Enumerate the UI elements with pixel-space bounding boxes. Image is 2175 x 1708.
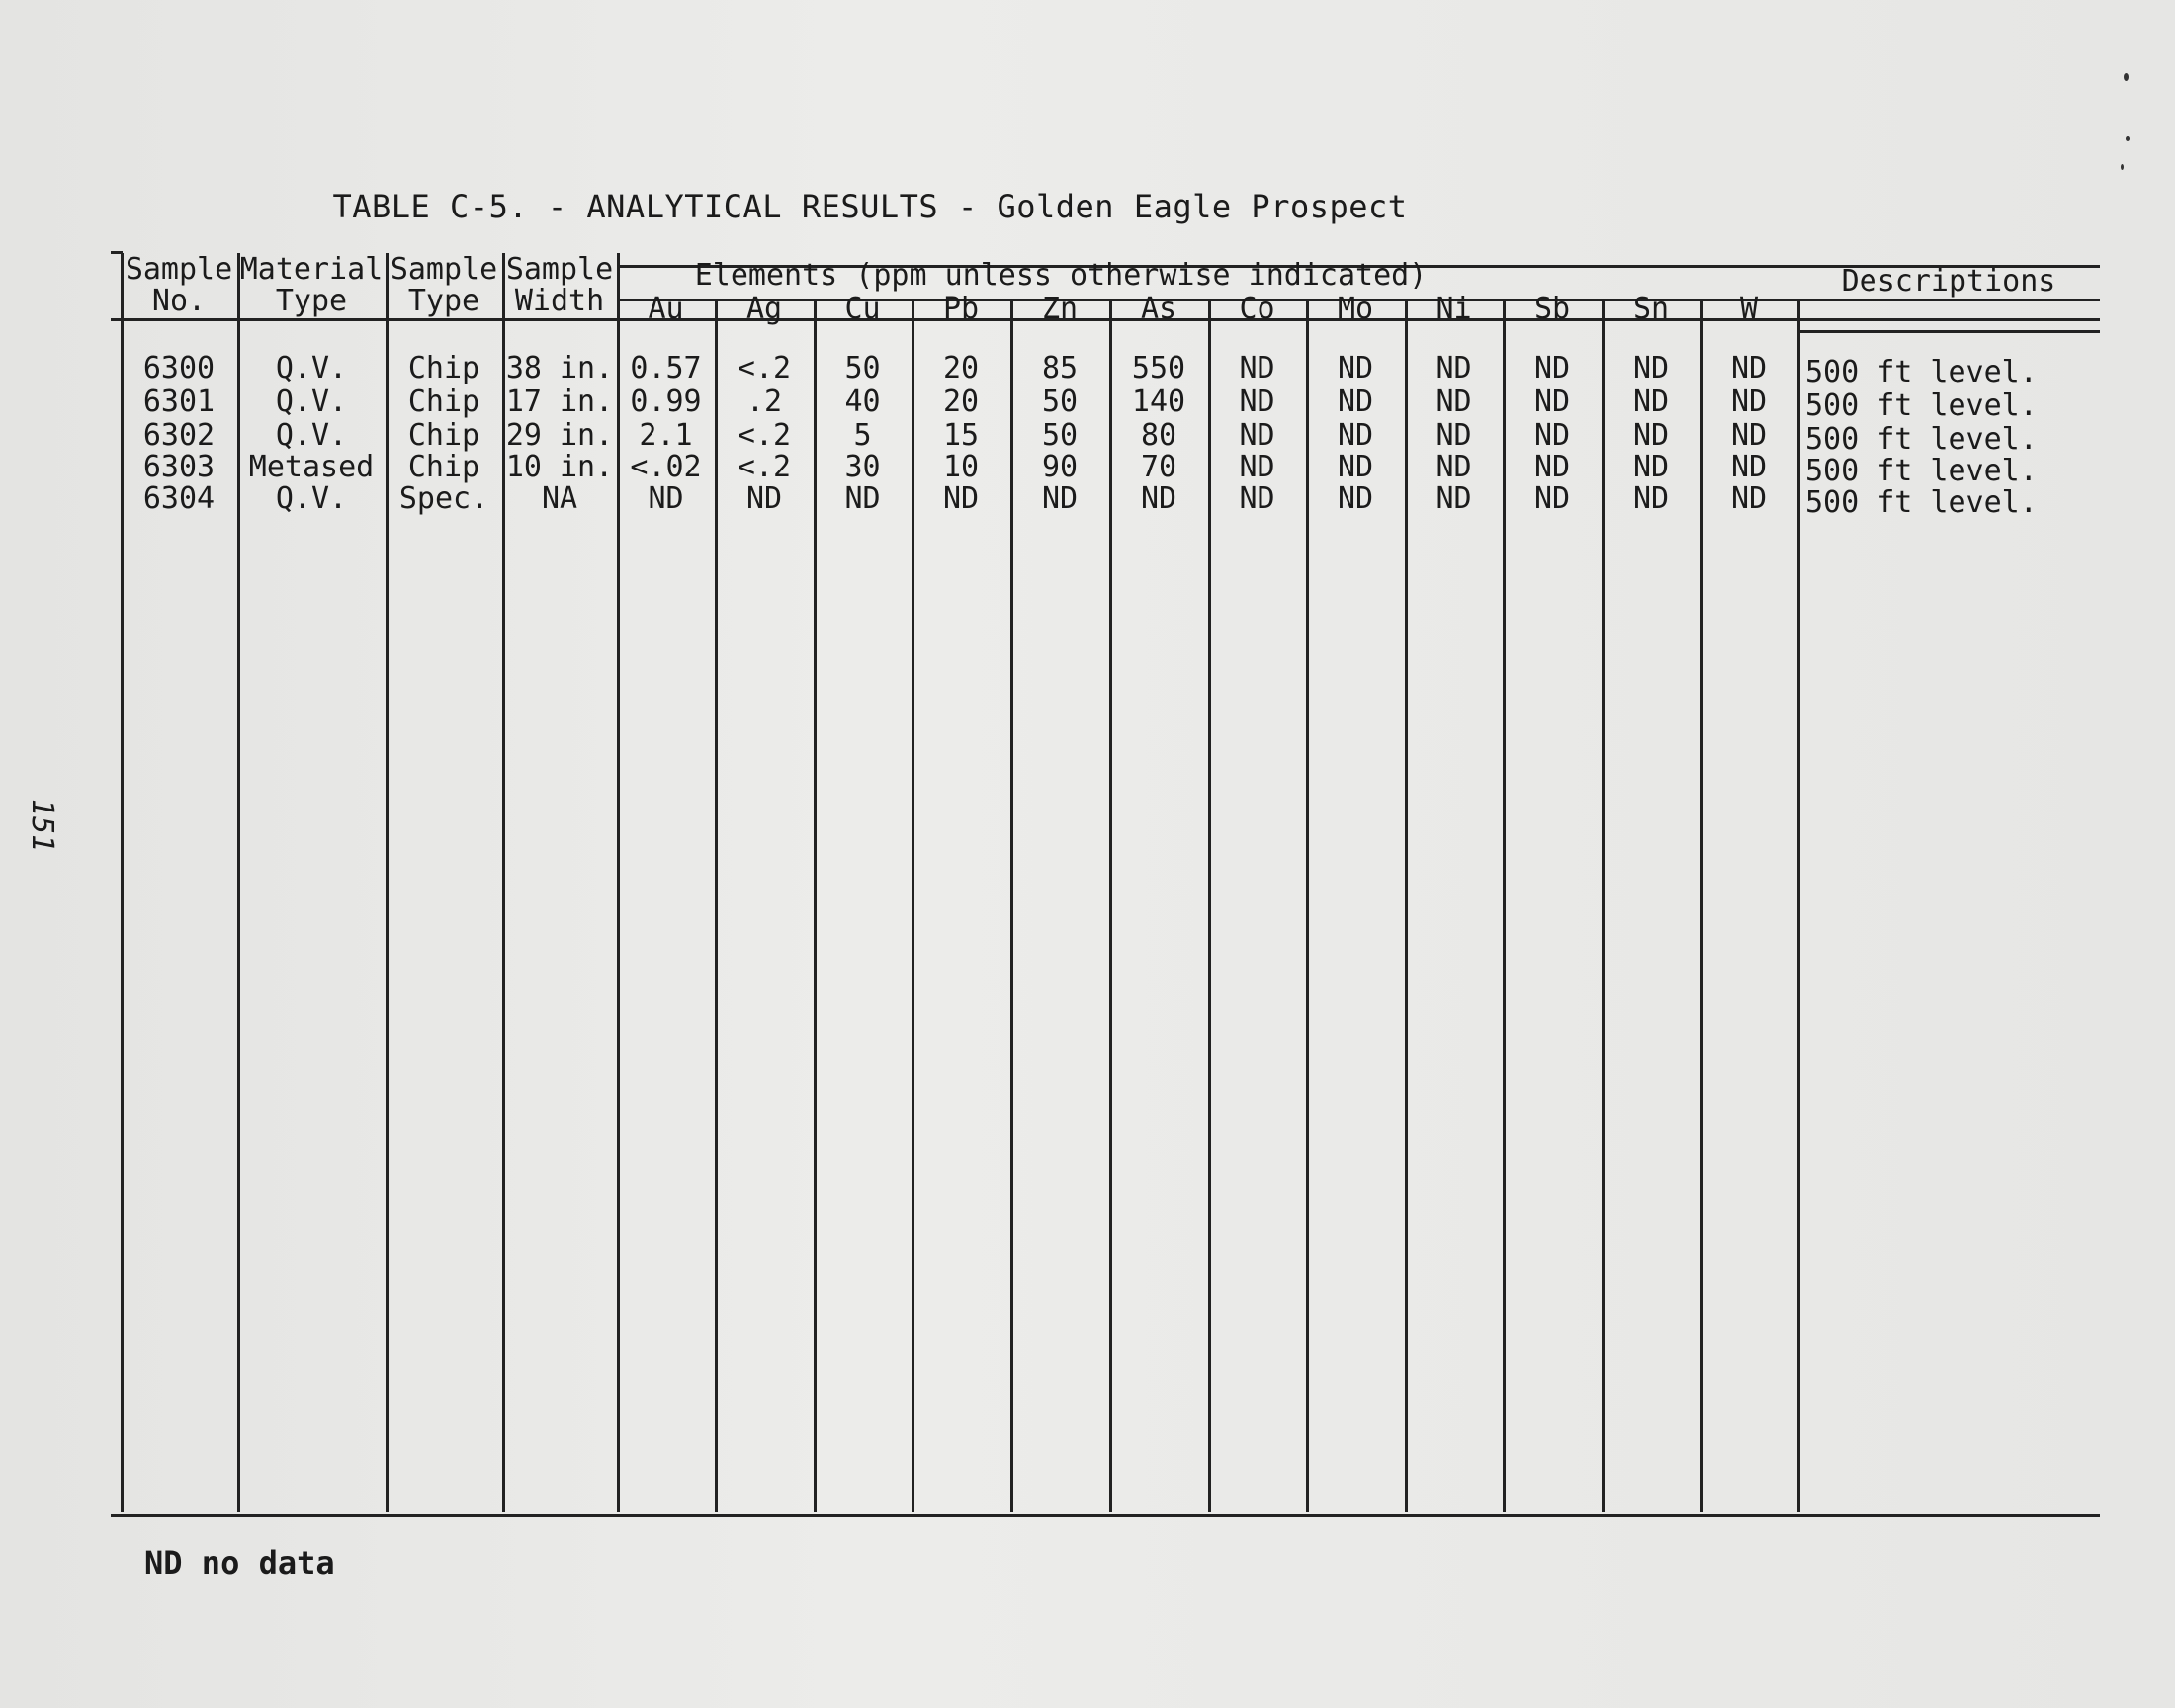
row-sample-width: 38 in.: [505, 351, 614, 385]
row-value-mo: ND: [1337, 481, 1374, 516]
elements-group-header: Elements (ppm unless otherwise indicated): [694, 258, 1428, 293]
row-value-as: 140: [1131, 384, 1186, 419]
element-header-co: Co: [1239, 292, 1275, 326]
row-value-pb: 10: [942, 450, 980, 484]
element-header-as: As: [1140, 292, 1177, 326]
element-header-mo: Mo: [1337, 292, 1374, 326]
scan-speck: [2124, 73, 2129, 81]
element-header-pb: Pb: [942, 292, 980, 326]
row-material-type: Q.V.: [275, 418, 348, 453]
row-value-ag: <.2: [737, 351, 792, 385]
table-bottom-rule: [111, 1514, 2100, 1517]
row-value-as: 70: [1140, 450, 1177, 484]
row-value-co: ND: [1239, 351, 1275, 385]
element-header-ni: Ni: [1436, 292, 1472, 326]
row-value-ag: ND: [745, 481, 783, 516]
column-header-material-type-line2: Type: [275, 284, 348, 318]
row-value-ni: ND: [1436, 384, 1472, 419]
row-description: 500 ft level.: [1805, 388, 2038, 423]
row-value-mo: ND: [1337, 351, 1374, 385]
column-header-sample-width: Sample: [505, 252, 614, 287]
row-value-ni: ND: [1436, 351, 1472, 385]
row-sample-width: NA: [541, 481, 578, 516]
row-value-cu: 40: [844, 384, 881, 419]
row-value-sn: ND: [1632, 481, 1670, 516]
row-value-au: 0.99: [630, 384, 702, 419]
row-value-sn: ND: [1632, 351, 1670, 385]
row-value-sn: ND: [1632, 418, 1670, 453]
row-value-zn: ND: [1041, 481, 1079, 516]
row-value-sb: ND: [1533, 450, 1571, 484]
row-value-ni: ND: [1436, 450, 1472, 484]
column-header-sample-type: Sample: [390, 252, 498, 287]
column-header-sample-type-line2: Type: [407, 284, 480, 318]
row-value-sn: ND: [1632, 384, 1670, 419]
row-value-as: 80: [1140, 418, 1177, 453]
row-value-w: ND: [1730, 351, 1768, 385]
row-value-mo: ND: [1337, 384, 1374, 419]
row-value-zn: 50: [1041, 418, 1079, 453]
row-description: 500 ft level.: [1805, 355, 2038, 389]
row-value-pb: 15: [942, 418, 980, 453]
row-description: 500 ft level.: [1805, 485, 2038, 520]
row-sample-no: 6300: [142, 351, 216, 385]
scan-speck: [2126, 136, 2130, 141]
row-value-zn: 85: [1041, 351, 1079, 385]
row-sample-width: 17 in.: [505, 384, 614, 419]
row-sample-no: 6304: [142, 481, 216, 516]
row-value-zn: 50: [1041, 384, 1079, 419]
row-value-au: ND: [648, 481, 684, 516]
row-value-ni: ND: [1436, 481, 1472, 516]
column-divider: [1797, 299, 1800, 1512]
element-header-ag: Ag: [745, 292, 783, 326]
row-value-cu: 5: [853, 418, 872, 453]
element-header-sb: Sb: [1533, 292, 1571, 326]
element-header-cu: Cu: [844, 292, 881, 326]
row-sample-type: Spec.: [398, 481, 489, 516]
row-value-sb: ND: [1533, 351, 1571, 385]
element-header-au: Au: [648, 292, 684, 326]
row-value-pb: 20: [942, 351, 980, 385]
row-value-w: ND: [1730, 450, 1768, 484]
row-value-w: ND: [1730, 418, 1768, 453]
row-description: 500 ft level.: [1805, 454, 2038, 488]
row-description: 500 ft level.: [1805, 422, 2038, 457]
row-sample-type: Chip: [407, 418, 480, 453]
footnote: ND no data: [144, 1544, 335, 1581]
row-value-au: <.02: [630, 450, 702, 484]
row-sample-type: Chip: [407, 351, 480, 385]
row-value-sb: ND: [1533, 418, 1571, 453]
table-title: TABLE C-5. - ANALYTICAL RESULTS - Golden Eagle Prospect: [332, 188, 1408, 225]
row-value-co: ND: [1239, 450, 1275, 484]
row-value-w: ND: [1730, 481, 1768, 516]
row-value-cu: 50: [844, 351, 881, 385]
margin-page-number: 151: [25, 799, 59, 853]
row-material-type: Metased: [248, 450, 375, 484]
row-value-au: 0.57: [630, 351, 702, 385]
row-value-mo: ND: [1337, 450, 1374, 484]
row-material-type: Q.V.: [275, 351, 348, 385]
row-value-co: ND: [1239, 418, 1275, 453]
row-sample-no: 6301: [142, 384, 216, 419]
row-value-ag: <.2: [737, 418, 792, 453]
row-sample-no: 6302: [142, 418, 216, 453]
row-sample-no: 6303: [142, 450, 216, 484]
row-sample-width: 29 in.: [505, 418, 614, 453]
row-value-sb: ND: [1533, 481, 1571, 516]
row-value-cu: 30: [844, 450, 881, 484]
row-value-as: 550: [1131, 351, 1186, 385]
row-value-w: ND: [1730, 384, 1768, 419]
row-value-ag: <.2: [737, 450, 792, 484]
row-value-au: 2.1: [639, 418, 693, 453]
column-header-material-type: Material: [239, 252, 384, 287]
row-material-type: Q.V.: [275, 384, 348, 419]
row-value-pb: 20: [942, 384, 980, 419]
row-value-as: ND: [1140, 481, 1177, 516]
row-value-mo: ND: [1337, 418, 1374, 453]
row-value-co: ND: [1239, 384, 1275, 419]
row-value-pb: ND: [942, 481, 980, 516]
row-value-sb: ND: [1533, 384, 1571, 419]
row-sample-type: Chip: [407, 450, 480, 484]
column-header-sample-no-line2: No.: [151, 284, 207, 318]
row-material-type: Q.V.: [275, 481, 348, 516]
element-header-w: W: [1739, 292, 1759, 326]
column-header-sample-no: Sample: [125, 252, 233, 287]
scan-speck: [2121, 164, 2124, 170]
row-value-zn: 90: [1041, 450, 1079, 484]
row-value-cu: ND: [844, 481, 881, 516]
row-sample-type: Chip: [407, 384, 480, 419]
row-value-ag: .2: [745, 384, 783, 419]
row-sample-width: 10 in.: [505, 450, 614, 484]
element-header-sn: Sn: [1632, 292, 1670, 326]
row-value-co: ND: [1239, 481, 1275, 516]
desc-header-rule: [1797, 330, 2100, 333]
descriptions-header: Descriptions: [1841, 264, 2056, 299]
row-value-sn: ND: [1632, 450, 1670, 484]
element-header-zn: Zn: [1041, 292, 1079, 326]
column-header-sample-width-line2: Width: [514, 284, 605, 318]
row-value-ni: ND: [1436, 418, 1472, 453]
